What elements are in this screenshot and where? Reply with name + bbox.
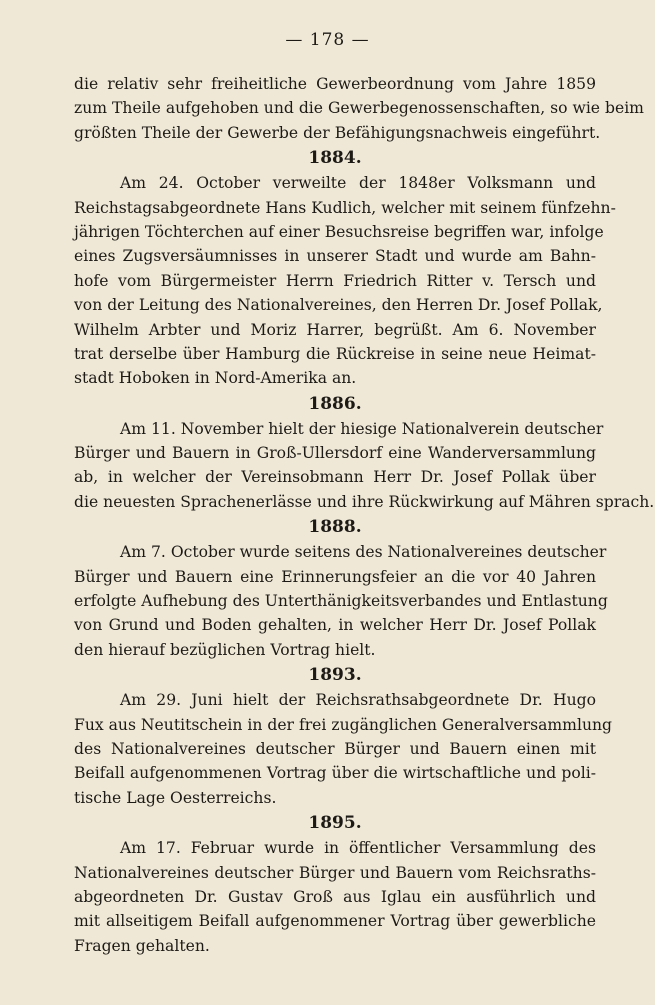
year-heading: 1895. [308, 813, 362, 834]
text-line: von Grund und Boden gehalten, in welcher Herr Dr. Josef Pollak [74, 616, 596, 635]
text-line: abgeordneten Dr. Gustav Groß aus Iglau ein ausführlich und [74, 887, 596, 906]
text-line: Bürger und Bauern in Groß-Ullersdorf eine Wanderversammlung [74, 444, 596, 463]
text-line: Fragen gehalten. [74, 936, 210, 955]
text-line: Am 24. October verweilte der 1848er Volksmann und [120, 174, 596, 193]
section-1888 [74, 514, 608, 662]
text-line: die relativ sehr freiheitliche Gewerbeordnung vom Jahre 1859 [74, 75, 596, 93]
text-line: Fux aus Neutitschein in der frei zugänglichen Generalversammlung [74, 715, 613, 734]
year-heading: 1886. [308, 393, 362, 414]
text-line: hofe vom Bürgermeister Herrn Friedrich Ritter v. Tersch und [74, 271, 596, 290]
section-1893 [74, 662, 613, 810]
text-line: Beifall aufgenommenen Vortrag über die wirtschaftliche und poli- [74, 764, 596, 783]
text-line: mit allseitigem Beifall aufgenommener Vortrag über gewerbliche [74, 912, 596, 931]
text-line: Am 29. Juni hielt der Reichsrathsabgeordnete Dr. Hugo [120, 691, 596, 710]
text-line: erfolgte Aufhebung des Unterthänigkeitsverbandes und Entlastung [74, 592, 608, 611]
text-line: eines Zugsversäumnisses in unserer Stadt und wurde am Bahn- [74, 247, 596, 266]
text-line: des Nationalvereines deutscher Bürger und Bauern einen mit [74, 739, 596, 758]
text-line: Reichstagsabgeordnete Hans Kudlich, welcher mit seinem fünfzehn- [74, 198, 616, 217]
text-line: trat derselbe über Hamburg die Rückreise in seine neue Heimat- [74, 344, 596, 363]
intro-paragraph [74, 72, 644, 145]
text-line: Wilhelm Arbter und Moriz Harrer, begrüßt. Am 6. November [74, 320, 596, 339]
text-line: von der Leitung des Nationalvereines, den Herren Dr. Josef Pollak, [74, 296, 603, 315]
section-1895 [74, 810, 596, 958]
text-line: stadt Hoboken in Nord-Amerika an. [74, 369, 357, 388]
year-heading: 1884. [308, 148, 362, 169]
text-line: zum Theile aufgehoben und die Gewerbegenossenschaften, so wie beim [74, 99, 644, 118]
text-line: größten Theile der Gewerbe der Befähigungsnachweis eingeführt. [74, 123, 601, 142]
text-line: die neuesten Sprachenerlässe und ihre Rückwirkung auf Mähren sprach. [74, 492, 655, 511]
text-line: Bürger und Bauern eine Erinnerungsfeier an die vor 40 Jahren [74, 567, 596, 586]
year-heading: 1888. [308, 517, 362, 538]
text-line: Nationalvereines deutscher Bürger und Bauern vom Reichsraths- [74, 863, 596, 882]
text-line: ab, in welcher der Vereinsobmann Herr Dr. Josef Pollak über [74, 468, 596, 487]
section-1886 [74, 391, 655, 515]
text-line: jährigen Töchterchen auf einer Besuchsreise begriffen war, infolge [74, 222, 604, 241]
year-heading: 1893. [308, 665, 362, 686]
page-number: — 178 — [285, 30, 370, 50]
text-line: Am 17. Februar wurde in öffentlicher Versammlung des [120, 839, 596, 858]
text-line: den hierauf bezüglichen Vortrag hielt. [74, 640, 376, 659]
text-line: tische Lage Oesterreichs. [74, 788, 277, 807]
section-1884 [74, 145, 616, 391]
body-text [74, 72, 655, 958]
text-line: Am 7. October wurde seitens des Nationalvereines deutscher [120, 543, 607, 562]
text-line: Am 11. November hielt der hiesige Nationalverein deutscher [120, 419, 604, 438]
